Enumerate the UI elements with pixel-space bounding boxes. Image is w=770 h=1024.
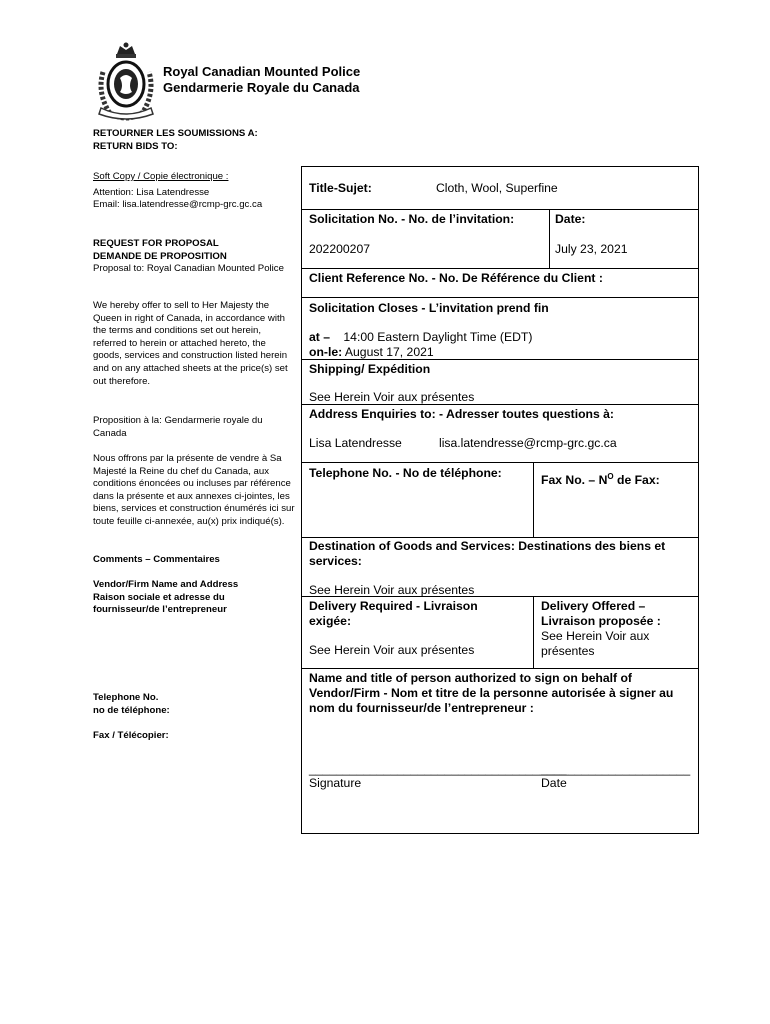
date-label: Date: [555,212,586,226]
comments-label: Comments – Commentaires [93,554,220,565]
solicitation-label: Solicitation No. - No. de l’invitation: [309,212,515,226]
telephone-label-1: Telephone No. [93,692,159,703]
proposal-to: Proposal to: Royal Canadian Mounted Police [93,263,284,275]
rcmp-crest-logo [95,42,157,120]
title-value: Cloth, Wool, Superfine [436,181,558,195]
vendor-label-2: Raison sociale et adresse du [93,591,225,603]
client-reference-label: Client Reference No. - No. De Référence du Client : [309,271,603,285]
delivery-required-value: See Herein Voir aux présentes [309,643,475,657]
closes-on-date: August 17, 2021 [344,345,434,359]
rfp-en: REQUEST FOR PROPOSAL [93,238,219,249]
signature-date-label: Date [541,776,567,790]
return-bids-en: RETURN BIDS TO: [93,140,178,152]
vendor-label-1: Vendor/Firm Name and Address [93,579,239,590]
offer-text-en: We hereby offer to sell to Her Majesty the Queen in right of Canada, in accordance with the terms and conditions set out herein, referred to herein or attached hereto, the goods, services and construction listed herein and on any attached sheets at the price(s) set out therefore. [93,300,288,387]
authorized-signer-label: Name and title of person authorized to sign on behalf of Vendor/Firm - Nom et titre de la personne autorisée à signer au nom du fournisseur/de l’entrepreneur : [309,671,674,715]
org-name-en: Royal Canadian Mounted Police [163,64,361,79]
contact-email: lisa.latendresse@rcmp-grc.gc.ca [439,436,617,450]
fax-label: Fax / Télécopier: [93,730,169,741]
email-text: Email: lisa.latendresse@rcmp-grc.gc.ca [93,199,263,211]
closes-at-time: 14:00 Eastern Daylight Time (EDT) [343,330,533,344]
org-name-fr: Gendarmerie Royale du Canada [163,80,360,95]
delivery-required-label: Delivery Required - Livraison exigée: [309,599,478,628]
destination-label: Destination of Goods and Services: Destinations des biens et services: [309,539,666,568]
shipping-value: See Herein Voir aux présentes [309,390,475,404]
solicitation-closes-label: Solicitation Closes - L’invitation prend fin [309,301,549,315]
signature-line: ______________________________________ [309,762,567,776]
form-telephone-label: Telephone No. - No de téléphone: [309,466,502,480]
date-line: ______________________ [541,762,691,776]
proposition-fr: Proposition à la: Gendarmerie royale du Canada [93,415,263,439]
telephone-label-2: no de téléphone: [93,704,170,716]
bid-form-box [301,166,699,834]
vendor-label-3: fournisseur/de l’entrepreneur [93,604,227,616]
return-bids-fr: RETOURNER LES SOUMISSIONS A: [93,128,258,139]
closes-on-label: on-le: [309,345,343,359]
rfp-fr: DEMANDE DE PROPOSITION [93,250,227,262]
closes-at-label: at – [309,330,331,344]
delivery-offered-value: See Herein Voir aux présentes [541,629,650,658]
signature-label: Signature [309,776,362,790]
enquiries-label: Address Enquiries to: - Adresser toutes questions à: [309,407,614,421]
soft-copy-label: Soft Copy / Copie électronique : [93,171,229,182]
form-fax-label: Fax No. – $N^O$ de Fax: [541,472,660,488]
attention-text: Attention: Lisa Latendresse [93,186,210,198]
solicitation-number: 202200207 [309,242,371,256]
title-label: Title-Sujet: [309,181,372,195]
contact-name: Lisa Latendresse [309,436,402,450]
offer-text-fr: Nous offrons par la présente de vendre à Sa Majesté la Reine du chef du Canada, aux conditions énoncées ou incluses par référence dans la présente et aux annexes ci-jointes, les biens, services et construction énumérés ici sur toute feuille ci-annexée, au(x) prix indiqué(s). [93,453,295,527]
destination-value: See Herein Voir aux présentes [309,583,475,597]
shipping-label: Shipping/ Expédition [309,362,431,376]
delivery-offered-label: Delivery Offered – Livraison proposée : [541,599,661,628]
date-value: July 23, 2021 [555,242,628,256]
